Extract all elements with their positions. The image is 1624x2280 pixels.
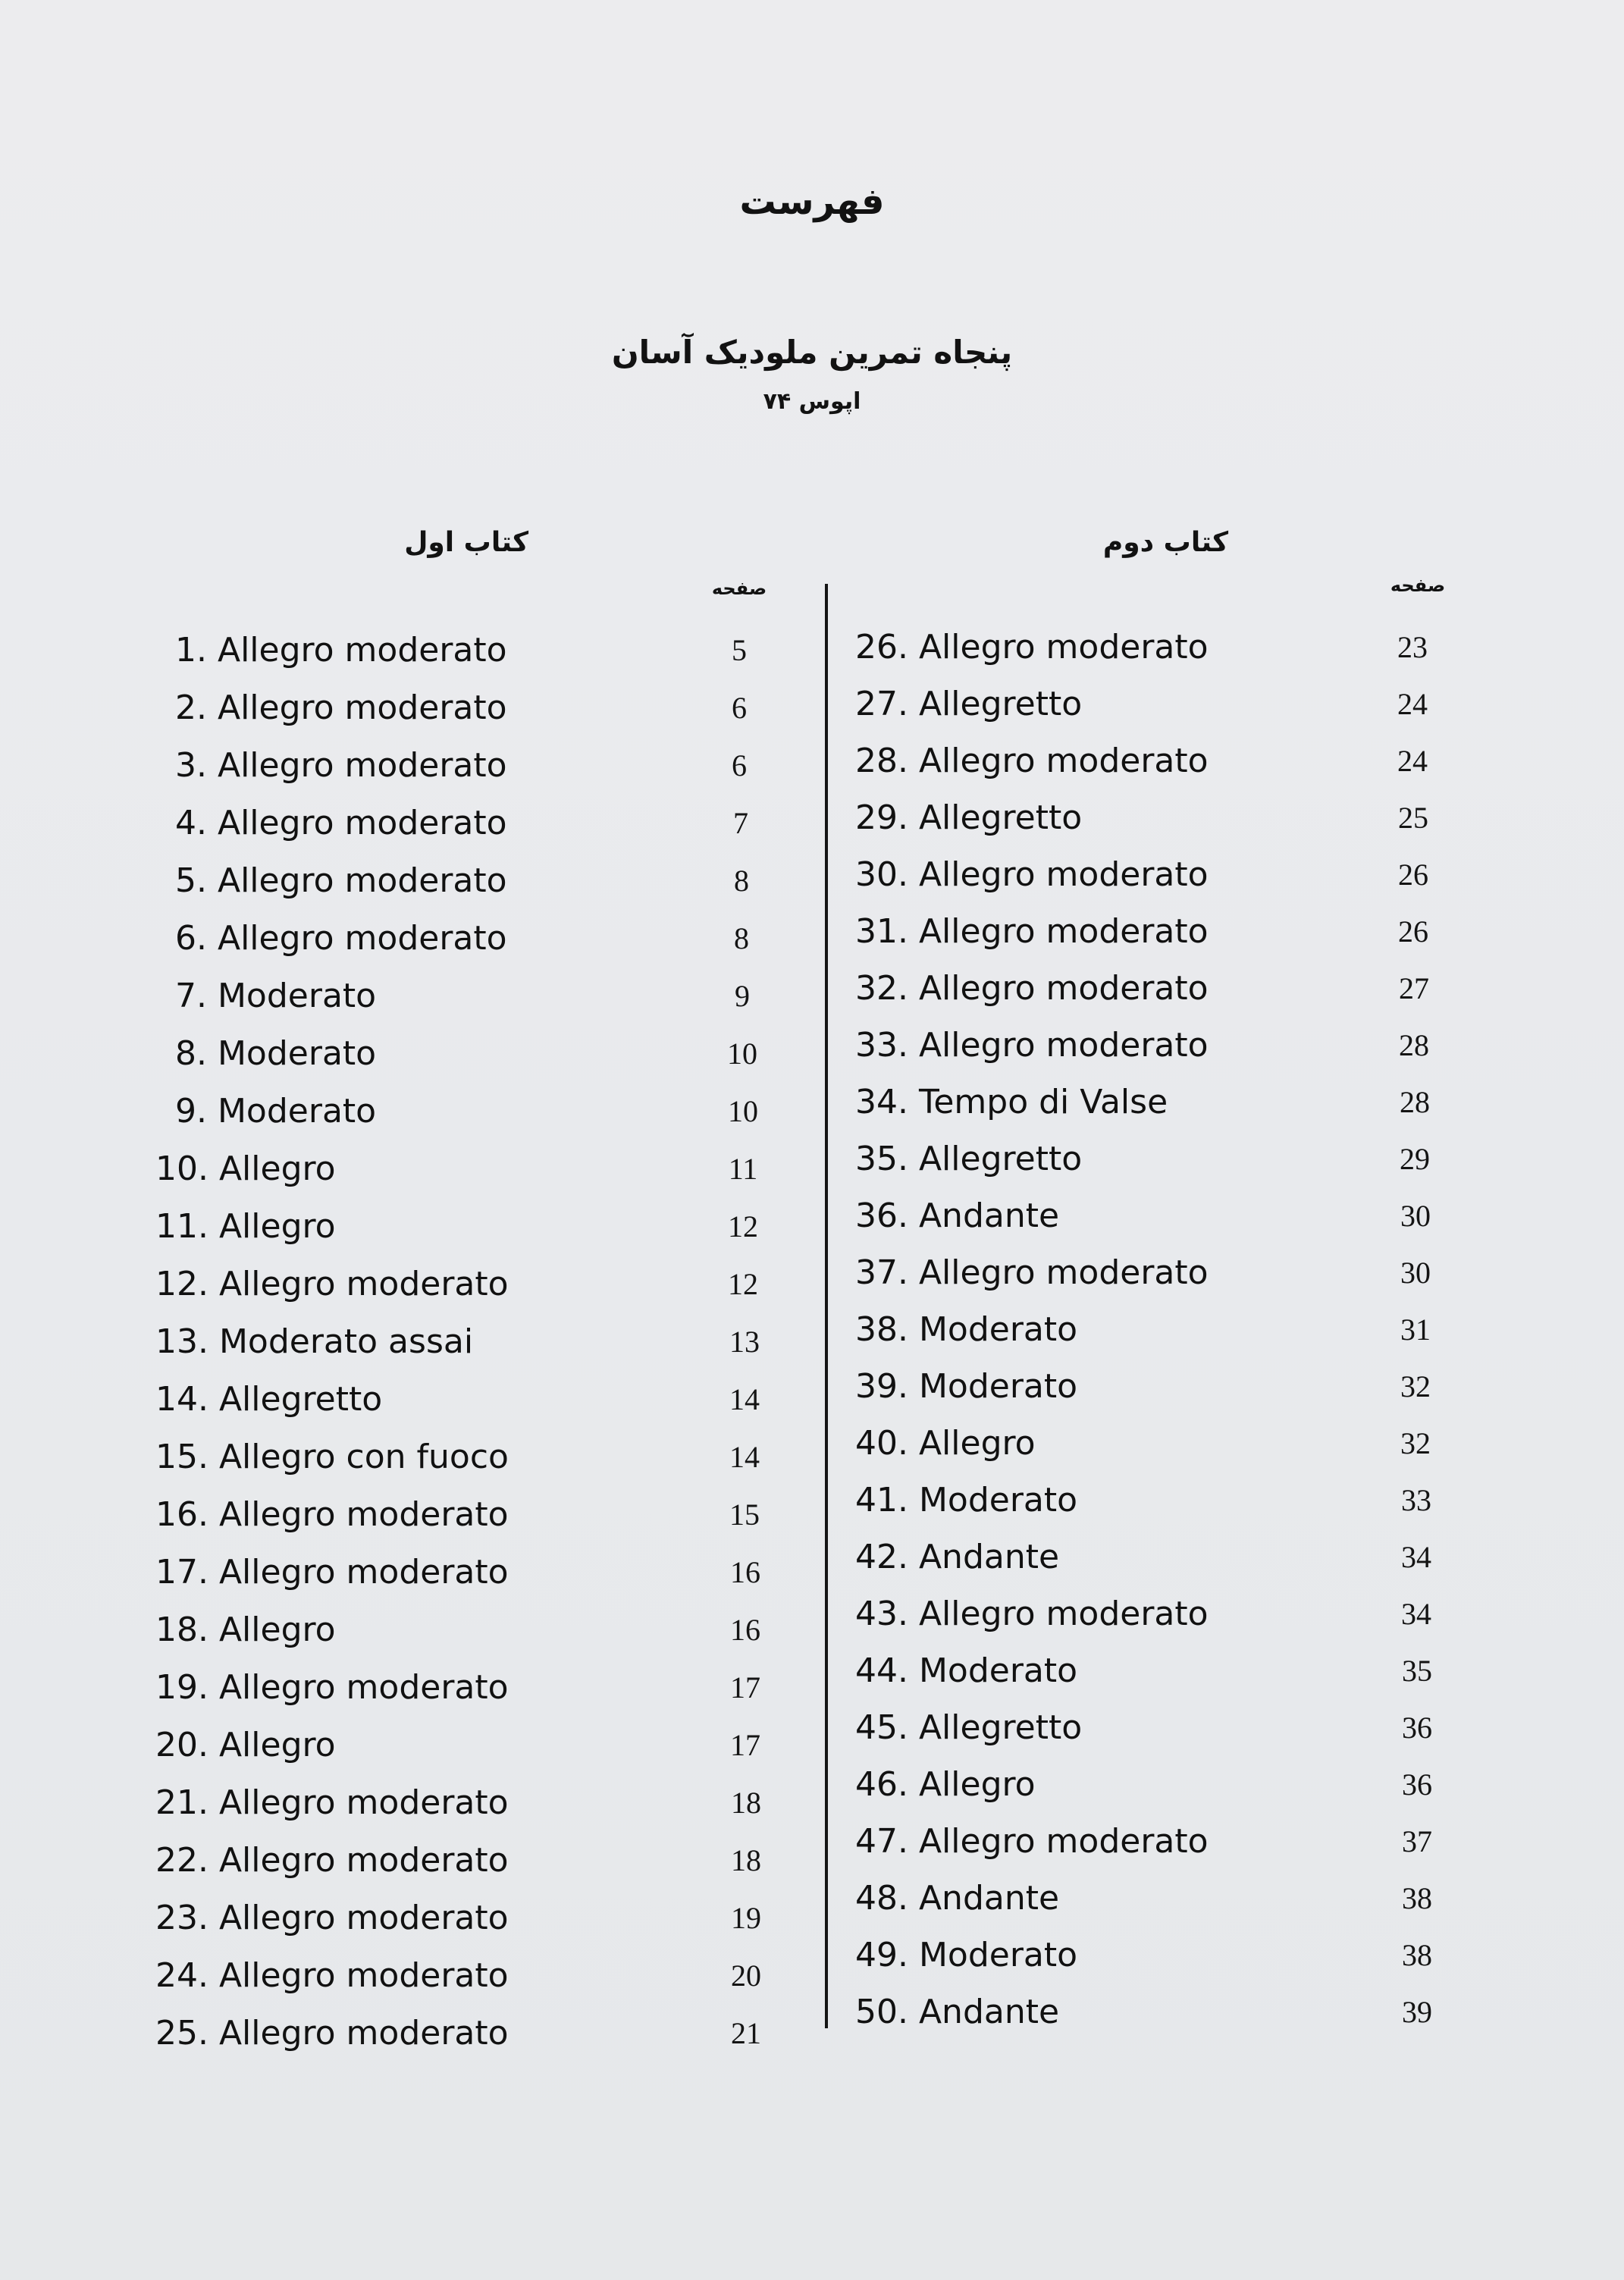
entry-page: 32 xyxy=(1400,1426,1431,1460)
entry-title: 22. Allegro moderato xyxy=(155,1841,509,1880)
entry-page: 8 xyxy=(734,864,749,898)
list-item xyxy=(855,1933,1538,1978)
list-item xyxy=(855,1705,1538,1751)
entry-title: 14. Allegretto xyxy=(155,1380,383,1419)
entry-page: 28 xyxy=(1399,1028,1429,1062)
entry-title: 28. Allegro moderato xyxy=(855,742,1209,780)
list-item xyxy=(855,682,1538,727)
entry-page: 19 xyxy=(731,1901,761,1935)
list-item xyxy=(855,1819,1538,1864)
entry-page: 18 xyxy=(731,1843,761,1877)
entry-title: 32. Allegro moderato xyxy=(855,969,1209,1008)
list-item xyxy=(155,1146,807,1192)
list-item xyxy=(155,2011,807,2056)
entry-title: 36. Andante xyxy=(855,1196,1060,1235)
entry-title: 39. Moderato xyxy=(855,1367,1078,1406)
entry-title: 2. Allegro moderato xyxy=(175,688,507,727)
entry-page: 30 xyxy=(1400,1256,1431,1290)
entry-page: 5 xyxy=(732,633,747,667)
entry-title: 50. Andante xyxy=(855,1993,1060,2031)
entry-page: 9 xyxy=(735,979,750,1013)
list-item xyxy=(855,1023,1538,1068)
book-title: پنجاه تمرین ملودیک آسان xyxy=(611,334,1013,371)
list-item xyxy=(155,685,807,731)
entry-page: 26 xyxy=(1398,858,1428,892)
entry-title: 35. Allegretto xyxy=(855,1140,1083,1178)
list-item xyxy=(855,1478,1538,1523)
entry-title: 43. Allegro moderato xyxy=(855,1595,1209,1633)
entry-page: 12 xyxy=(728,1267,758,1301)
entry-title: 15. Allegro con fuoco xyxy=(155,1438,509,1476)
entry-page: 16 xyxy=(730,1613,760,1647)
entry-title: 7. Moderato xyxy=(175,977,377,1015)
opus-number: اپوس ۷۴ xyxy=(763,388,861,415)
entry-title: 18. Allegro xyxy=(155,1610,336,1649)
entry-page: 34 xyxy=(1401,1597,1431,1631)
entry-page: 36 xyxy=(1402,1711,1432,1745)
entry-page: 28 xyxy=(1400,1085,1430,1119)
list-item xyxy=(155,1204,807,1250)
entry-page: 6 xyxy=(732,748,747,782)
entry-page: 8 xyxy=(734,921,749,955)
entry-page: 27 xyxy=(1399,971,1429,1005)
entry-page: 14 xyxy=(729,1382,760,1416)
entry-title: 45. Allegretto xyxy=(855,1708,1083,1747)
entry-title: 8. Moderato xyxy=(175,1034,377,1073)
entry-title: 4. Allegro moderato xyxy=(175,804,507,842)
entry-page: 24 xyxy=(1397,687,1428,721)
entry-title: 46. Allegro xyxy=(855,1765,1036,1804)
entry-title: 23. Allegro moderato xyxy=(155,1899,509,1937)
entry-page: 30 xyxy=(1400,1199,1431,1233)
list-item xyxy=(855,1421,1538,1466)
entry-title: 37. Allegro moderato xyxy=(855,1253,1209,1292)
list-item xyxy=(855,1762,1538,1808)
entry-page: 23 xyxy=(1397,630,1428,664)
entry-page: 26 xyxy=(1398,914,1428,949)
book-two-page-label: صفحه xyxy=(1390,575,1446,596)
list-item xyxy=(855,1535,1538,1580)
entry-page: 12 xyxy=(728,1209,758,1243)
entry-title: 11. Allegro xyxy=(155,1207,336,1246)
entry-title: 21. Allegro moderato xyxy=(155,1783,509,1822)
list-item xyxy=(855,795,1538,841)
toc-title: فهرست xyxy=(739,180,885,223)
entry-title: 30. Allegro moderato xyxy=(855,855,1209,894)
list-item xyxy=(155,801,807,846)
list-item xyxy=(855,625,1538,670)
list-item xyxy=(155,1319,807,1365)
entry-page: 32 xyxy=(1400,1369,1431,1403)
entry-title: 16. Allegro moderato xyxy=(155,1495,509,1534)
entry-page: 25 xyxy=(1398,801,1428,835)
entry-title: 27. Allegretto xyxy=(855,685,1083,723)
list-item xyxy=(155,1665,807,1711)
entry-page: 33 xyxy=(1401,1483,1431,1517)
entry-title: 12. Allegro moderato xyxy=(155,1265,509,1303)
entry-title: 17. Allegro moderato xyxy=(155,1553,509,1592)
entry-page: 38 xyxy=(1402,1938,1432,1972)
entry-title: 49. Moderato xyxy=(855,1936,1078,1974)
list-item xyxy=(855,852,1538,898)
entry-title: 1. Allegro moderato xyxy=(175,631,507,670)
entry-page: 7 xyxy=(733,806,748,840)
list-item xyxy=(855,1592,1538,1637)
list-item xyxy=(155,916,807,961)
list-item xyxy=(155,1089,807,1134)
entry-page: 37 xyxy=(1402,1824,1432,1858)
entry-title: 6. Allegro moderato xyxy=(175,919,507,958)
entry-title: 10. Allegro xyxy=(155,1149,336,1188)
list-item xyxy=(855,1250,1538,1296)
entry-title: 25. Allegro moderato xyxy=(155,2014,509,2053)
entry-title: 48. Andante xyxy=(855,1879,1060,1918)
entry-title: 26. Allegro moderato xyxy=(855,628,1209,666)
entry-title: 24. Allegro moderato xyxy=(155,1956,509,1995)
list-item xyxy=(855,1990,1538,2035)
entry-page: 18 xyxy=(731,1786,761,1820)
list-item xyxy=(155,1607,807,1653)
list-item xyxy=(855,1193,1538,1239)
list-item xyxy=(155,1896,807,1941)
list-item xyxy=(855,1648,1538,1694)
entry-title: 20. Allegro xyxy=(155,1726,336,1764)
list-item xyxy=(155,1435,807,1480)
entry-page: 20 xyxy=(731,1959,761,1993)
entry-title: 42. Andante xyxy=(855,1538,1060,1576)
list-item xyxy=(855,1137,1538,1182)
list-item xyxy=(155,1838,807,1883)
column-divider xyxy=(825,584,828,2028)
list-item xyxy=(155,858,807,904)
entry-title: 33. Allegro moderato xyxy=(855,1026,1209,1065)
entry-page: 34 xyxy=(1401,1540,1431,1574)
entry-title: 5. Allegro moderato xyxy=(175,861,507,900)
list-item xyxy=(855,1364,1538,1410)
entry-page: 15 xyxy=(729,1498,760,1532)
entry-title: 47. Allegro moderato xyxy=(855,1822,1209,1861)
list-item xyxy=(155,743,807,789)
book-one-page-label: صفحه xyxy=(711,578,767,599)
list-item xyxy=(155,974,807,1019)
entry-title: 41. Moderato xyxy=(855,1481,1078,1519)
list-item xyxy=(855,1307,1538,1353)
book-two-heading: کتاب دوم xyxy=(1102,527,1228,558)
entry-page: 31 xyxy=(1400,1312,1431,1347)
entry-page: 24 xyxy=(1397,744,1428,778)
list-item xyxy=(155,1262,807,1307)
entry-title: 38. Moderato xyxy=(855,1310,1078,1349)
entry-title: 40. Allegro xyxy=(855,1424,1036,1463)
list-item xyxy=(155,1492,807,1538)
entry-page: 11 xyxy=(728,1152,758,1186)
list-item xyxy=(155,1550,807,1595)
entry-title: 29. Allegretto xyxy=(855,798,1083,837)
entry-page: 36 xyxy=(1402,1767,1432,1802)
entry-title: 3. Allegro moderato xyxy=(175,746,507,785)
entry-page: 17 xyxy=(730,1728,760,1762)
entry-page: 10 xyxy=(728,1094,758,1128)
list-item xyxy=(855,1876,1538,1921)
entry-page: 17 xyxy=(730,1670,760,1705)
entry-title: 19. Allegro moderato xyxy=(155,1668,509,1707)
list-item xyxy=(855,739,1538,784)
entry-page: 39 xyxy=(1402,1995,1432,2029)
entry-title: 9. Moderato xyxy=(175,1092,377,1131)
entry-page: 38 xyxy=(1402,1881,1432,1915)
list-item xyxy=(155,628,807,673)
entry-page: 10 xyxy=(727,1037,757,1071)
list-item xyxy=(155,1377,807,1422)
entry-title: 13. Moderato assai xyxy=(155,1322,474,1361)
list-item xyxy=(155,1031,807,1077)
list-item xyxy=(155,1723,807,1768)
book-one-heading: کتاب اول xyxy=(404,527,528,558)
entry-title: 34. Tempo di Valse xyxy=(855,1083,1168,1121)
entry-page: 16 xyxy=(730,1555,760,1589)
entry-page: 29 xyxy=(1400,1142,1430,1176)
list-item xyxy=(855,1080,1538,1125)
list-item xyxy=(855,909,1538,955)
entry-page: 14 xyxy=(729,1440,760,1474)
entry-page: 21 xyxy=(731,2016,761,2050)
entry-title: 44. Moderato xyxy=(855,1651,1078,1690)
entry-title: 31. Allegro moderato xyxy=(855,912,1209,951)
list-item xyxy=(155,1780,807,1826)
entry-page: 13 xyxy=(729,1325,760,1359)
list-item xyxy=(155,1953,807,1999)
list-item xyxy=(855,966,1538,1011)
entry-page: 6 xyxy=(732,691,747,725)
entry-page: 35 xyxy=(1402,1654,1432,1688)
